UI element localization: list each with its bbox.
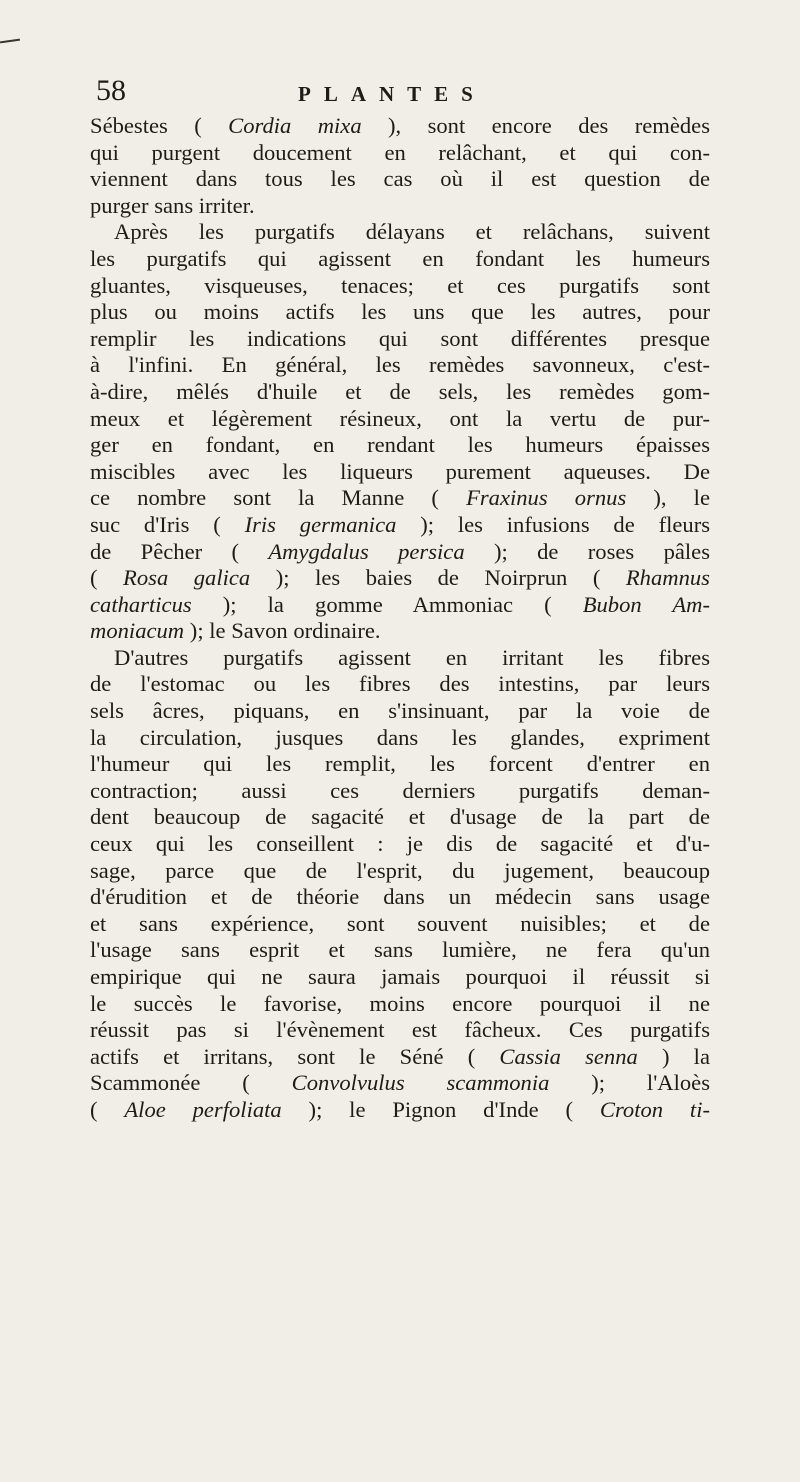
text-run: l'humeur qui les remplit, les forcent d'entrer en	[90, 751, 710, 777]
text-run: D'autres purgatifs agissent en irritant les fibres	[114, 644, 710, 670]
text-line	[90, 858, 710, 885]
text-line	[90, 379, 710, 406]
text-run: miscibles avec les liqueurs purement aqueuses. De	[90, 458, 710, 484]
text-line	[90, 166, 710, 193]
text-run: le succès le favorise, moins encore pourquoi il ne	[90, 990, 710, 1016]
text-line	[90, 831, 710, 858]
text-line	[90, 937, 710, 964]
text-line	[90, 671, 710, 698]
text-line	[90, 512, 710, 539]
text-run: (	[90, 1096, 125, 1122]
text-run: meux et légèrement résineux, ont la vertu de pur-	[90, 405, 710, 431]
text-run: plus ou moins actifs les uns que les autres, pour	[90, 299, 710, 325]
text-run: suc d'Iris (	[90, 511, 245, 537]
text-run: sels âcres, piquans, en s'insinuant, par la voie de	[90, 698, 710, 724]
text-line	[90, 273, 710, 300]
text-run: contraction; aussi ces derniers purgatifs deman-	[90, 777, 710, 803]
text-run: la circulation, jusques dans les glandes, expriment	[90, 724, 710, 750]
text-run: à l'infini. En général, les remèdes savonneux, c'est-	[90, 352, 710, 378]
text-run: ce nombre sont la Manne (	[90, 485, 467, 511]
latin-name: Iris germanica	[244, 511, 397, 537]
text-run: sage, parce que de l'esprit, du jugement, beaucoup	[90, 857, 710, 883]
text-run: (	[90, 565, 124, 591]
text-run: ); de roses pâles	[464, 538, 710, 564]
text-run: viennent dans tous les cas où il est question de	[90, 166, 710, 192]
text-line	[90, 299, 710, 326]
text-run: Scammonée (	[90, 1070, 292, 1096]
text-line	[90, 751, 710, 778]
latin-name: Cassia senna	[499, 1043, 638, 1069]
page-header	[96, 74, 716, 114]
text-line	[90, 698, 710, 725]
text-line	[90, 725, 710, 752]
page-edge-mark	[0, 39, 20, 44]
text-run: ); le Savon ordinaire.	[184, 618, 381, 644]
text-run: de l'estomac ou les fibres des intestins, par leurs	[90, 671, 710, 697]
text-run: ); le Pignon d'Inde (	[281, 1096, 600, 1122]
text-run: ); la gomme Ammoniac (	[191, 591, 583, 617]
text-run: et sans expérience, sont souvent nuisibles; et de	[90, 910, 710, 936]
latin-name: Convolvulus scammonia	[291, 1070, 550, 1096]
text-line	[90, 1070, 710, 1097]
text-run: ger en fondant, en rendant les humeurs épaisses	[90, 432, 710, 458]
latin-name: catharticus	[90, 591, 192, 617]
text-line	[90, 246, 710, 273]
text-run: à-dire, mêlés d'huile et de sels, les remèdes gom-	[90, 378, 710, 404]
text-run: remplir les indications qui sont différentes presque	[90, 325, 710, 351]
text-run: ), le	[626, 485, 710, 511]
text-run: l'usage sans esprit et sans lumière, ne fera qu'un	[90, 937, 710, 963]
text-line	[90, 485, 710, 512]
text-line	[90, 804, 710, 831]
text-run: ) la	[637, 1043, 710, 1069]
latin-name: Rosa galica	[123, 565, 251, 591]
text-line	[90, 352, 710, 379]
text-line	[90, 1044, 710, 1071]
text-line	[90, 565, 710, 592]
text-line	[90, 1097, 710, 1124]
text-run: purger sans irriter.	[90, 192, 255, 218]
text-line	[90, 778, 710, 805]
text-line	[90, 539, 710, 566]
running-head: PLANTES	[298, 82, 486, 106]
text-line	[90, 645, 710, 672]
text-line	[90, 618, 710, 645]
text-run: les purgatifs qui agissent en fondant les humeurs	[90, 245, 710, 271]
text-line	[90, 406, 710, 433]
latin-name: Croton ti-	[599, 1096, 710, 1122]
text-run: Après les purgatifs délayans et relâchans, suivent	[114, 219, 710, 245]
text-line	[90, 884, 710, 911]
text-line	[90, 459, 710, 486]
text-run: d'érudition et de théorie dans un médecin sans usage	[90, 884, 710, 910]
text-line	[90, 911, 710, 938]
latin-name: Rhamnus	[625, 565, 710, 591]
text-run: qui purgent doucement en relâchant, et qui con-	[90, 139, 710, 165]
text-line	[90, 140, 710, 167]
page-number: 58	[96, 74, 126, 107]
latin-name: Bubon Am-	[582, 591, 711, 617]
text-line	[90, 219, 710, 246]
text-run: ); les baies de Noirprun (	[250, 565, 626, 591]
latin-name: Aloe perfoliata	[124, 1096, 282, 1122]
latin-name: Amygdalus persica	[268, 538, 465, 564]
text-run: actifs et irritans, sont le Séné (	[90, 1043, 500, 1069]
text-run: gluantes, visqueuses, tenaces; et ces purgatifs sont	[90, 272, 710, 298]
latin-name: Cordia mixa	[228, 113, 362, 138]
text-line	[90, 991, 710, 1018]
text-line	[90, 1017, 710, 1044]
text-run: empirique qui ne saura jamais pourquoi il réussit si	[90, 964, 710, 989]
text-run: ceux qui les conseillent : je dis de sagacité et d'u-	[90, 831, 710, 857]
body-text	[90, 113, 710, 1124]
text-line	[90, 964, 710, 991]
text-run: ); les infusions de fleurs	[396, 511, 711, 537]
text-line	[90, 193, 710, 220]
text-line	[90, 592, 710, 619]
latin-name: Fraxinus ornus	[466, 485, 627, 511]
text-run: Sébestes (	[90, 113, 229, 138]
text-line	[90, 432, 710, 459]
text-run: ); l'Aloès	[549, 1070, 710, 1096]
text-run: réussit pas si l'évènement est fâcheux. Ces purgatifs	[90, 1017, 710, 1043]
text-run: dent beaucoup de sagacité et d'usage de la part de	[90, 804, 710, 830]
text-run: de Pêcher (	[90, 538, 269, 564]
latin-name: moniacum	[90, 618, 185, 644]
text-line	[90, 113, 710, 140]
text-line	[90, 326, 710, 353]
text-run: ), sont encore des remèdes	[361, 113, 710, 138]
